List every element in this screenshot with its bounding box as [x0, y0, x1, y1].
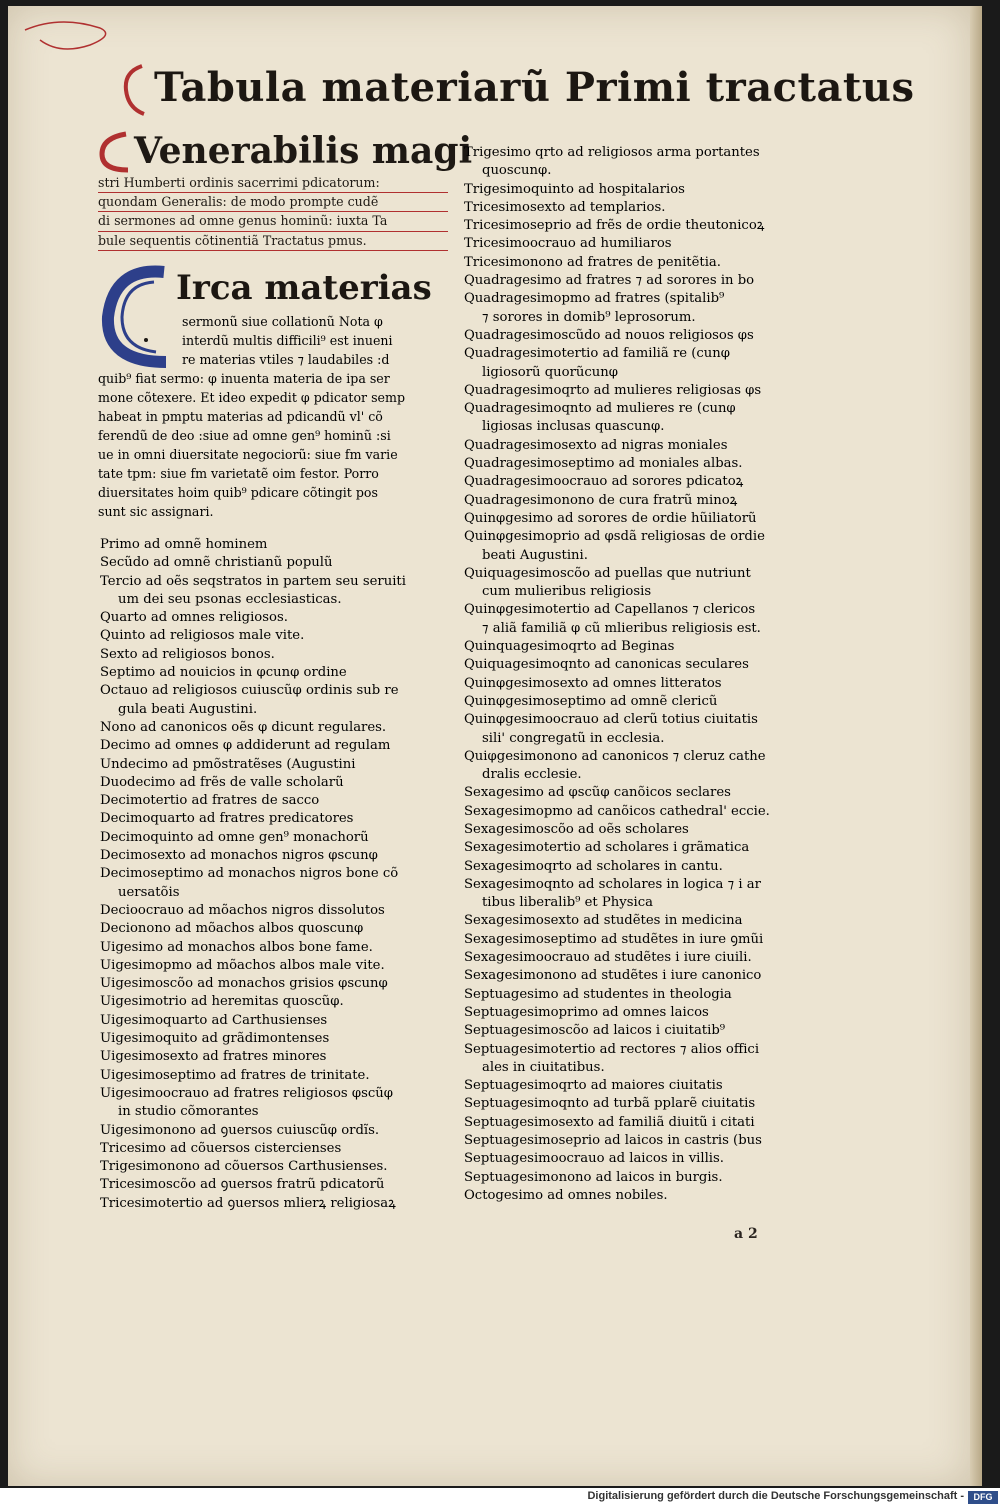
- list-entry: Quinφgesimoprio ad φsdã religiosas de ordie: [464, 529, 765, 545]
- list-entry: Quadragesimonono de cura fratrũ minoꝝ: [464, 492, 738, 508]
- signature-mark: a 2: [734, 1226, 758, 1242]
- list-entry: Uigesimosexto ad fratres minores: [100, 1049, 327, 1065]
- list-entry: Secũdo ad omnẽ christianũ populũ: [100, 555, 333, 571]
- list-entry: Quinφgesimo ad sorores de ordie hũiliatorũ: [464, 510, 757, 526]
- list-entry: Sexagesimo ad φscũφ canõicos seclares: [464, 785, 731, 801]
- list-entry: Uigesimoseptimo ad fratres de trinitate.: [100, 1067, 370, 1083]
- body-line: ferendũ de deo :siue ad omne gen⁹ hominũ :si: [98, 428, 391, 443]
- list-entry: Uigesimoquarto ad Carthusienses: [100, 1012, 328, 1028]
- list-entry: Sexagesimotertio ad scholares i grãmatica: [464, 840, 750, 856]
- list-entry-continuation: beati Augustini.: [482, 547, 588, 563]
- list-entry: Tricesimoscõo ad ꝯuersos fratrũ pdicatorũ: [100, 1177, 385, 1193]
- list-entry: Uigesimoocrauo ad fratres religiosos φscũφ: [100, 1085, 393, 1101]
- list-entry: Quinquagesimoqrto ad Beginas: [464, 639, 675, 655]
- list-entry: Quadragesimoqnto ad mulieres re (cunφ: [464, 401, 736, 417]
- list-entry: Decimoquinto ad omne gen⁹ monachorũ: [100, 829, 369, 845]
- list-entry-continuation: ligiosas inclusas quascunφ.: [482, 419, 665, 435]
- body-line: quib⁹ fiat sermo: φ inuenta materia de ipa ser: [98, 371, 390, 386]
- list-entry: Quiφgesimonono ad canonicos ⁊ cleruz cathe: [464, 748, 766, 764]
- list-entry: Quadragesimopmo ad fratres (spitalib⁹: [464, 291, 725, 307]
- body-line: sermonũ siue collationũ Nota φ: [182, 314, 383, 329]
- body-line: habeat in pmptu materias ad pdicandũ vl' cõ: [98, 409, 383, 424]
- list-entry: Uigesimoscõo ad monachos grisios φscunφ: [100, 976, 388, 992]
- list-entry-continuation: quoscunφ.: [482, 163, 552, 179]
- list-entry-continuation: gula beati Augustini.: [118, 701, 258, 717]
- footer-credit: Digitalisierung gefördert durch die Deutsche Forschungsgemeinschaft -: [587, 1490, 964, 1502]
- list-entry: Tercio ad oẽs seqstratos in partem seu seruiti: [100, 573, 406, 589]
- list-entry: Sexagesimosexto ad studẽtes in medicina: [464, 913, 743, 929]
- list-entry: Decimoseptimo ad monachos nigros bone cõ: [100, 866, 399, 882]
- list-entry: Quadragesimo ad fratres ⁊ ad sorores in bo: [464, 273, 755, 289]
- intro-line: stri Humberti ordinis sacerrimi pdicatorum:: [98, 174, 448, 193]
- body-line: re materias vtiles ⁊ laudabiles :d: [182, 352, 390, 367]
- list-entry-continuation: um dei seu psonas ecclesiasticas.: [118, 591, 342, 607]
- list-entry: Septuagesimoseprio ad laicos in castris (bus: [464, 1133, 762, 1149]
- list-entry: Septuagesimosexto ad familiã diuitũ i citati: [464, 1114, 755, 1130]
- list-entry: Octauo ad religiosos cuiuscũφ ordinis sub re: [100, 683, 399, 699]
- body-line: tate tpm: siue fm varietatẽ oim festor. Porro: [98, 466, 379, 481]
- list-entry: Septimo ad nouicios in φcunφ ordine: [100, 665, 347, 681]
- list-entry-continuation: dralis ecclesie.: [482, 767, 582, 783]
- contents-list-left: [100, 536, 450, 1213]
- list-entry-continuation: uersatõis: [118, 884, 180, 900]
- body-line: sunt sic assignari.: [98, 504, 214, 519]
- list-entry: Decimoquarto ad fratres predicatores: [100, 811, 354, 827]
- list-entry: Sexagesimonono ad studẽtes i iure canonico: [464, 968, 762, 984]
- list-entry: Septuagesimoscõo ad laicos i ciuitatib⁹: [464, 1023, 726, 1039]
- list-entry: Quinφgesimosexto ad omnes litteratos: [464, 675, 722, 691]
- body-line: diuersitates hoim quib⁹ pdicare cõtingit pos: [98, 485, 378, 500]
- page-edge: [970, 6, 982, 1486]
- footer: [0, 1488, 1000, 1508]
- list-entry: Uigesimotrio ad heremitas quoscũφ.: [100, 994, 344, 1010]
- circa-heading: Irca materias: [176, 268, 432, 308]
- list-entry: Septuagesimoprimo ad omnes laicos: [464, 1004, 709, 1020]
- list-entry: Uigesimonono ad ꝯuersos cuiuscũφ ordĩs.: [100, 1122, 380, 1138]
- list-entry: Sexagesimoqnto ad scholares in logica ⁊ i ar: [464, 876, 761, 892]
- list-entry: Tricesimoocrauo ad humiliaros: [464, 236, 672, 252]
- body-line: mone cõtexere. Et ideo expedit φ pdicator semp: [98, 390, 406, 405]
- list-entry: Tricesimotertio ad ꝯuersos mlierꝝ religiosaꝝ: [100, 1195, 396, 1211]
- list-entry-continuation: in studio cõmorantes: [118, 1104, 259, 1120]
- intro-heading: Venerabilis magi: [134, 130, 473, 172]
- list-entry: Tricesimonono ad fratres de penitẽtia.: [464, 254, 721, 270]
- list-entry: Decimotertio ad fratres de sacco: [100, 793, 320, 809]
- list-entry: Nono ad canonicos oẽs φ dicunt regulares.: [100, 719, 387, 735]
- list-entry: Decimo ad omnes φ addiderunt ad regulam: [100, 738, 391, 754]
- list-entry: Sexto ad religiosos bonos.: [100, 646, 275, 662]
- list-entry: Sexagesimopmo ad canõicos cathedral' eccie.: [464, 803, 770, 819]
- list-entry: Quadragesimotertio ad familiã re (cunφ: [464, 346, 731, 362]
- list-entry: Tricesimo ad cõuersos cistercienses: [100, 1140, 342, 1156]
- list-entry: Quadragesimoseptimo ad moniales albas.: [464, 456, 743, 472]
- list-entry: Tricesimoseprio ad frẽs de ordie theutonicoꝝ: [464, 218, 765, 234]
- list-entry: Sexagesimoscõo ad oẽs scholares: [464, 821, 689, 837]
- list-entry: Uigesimo ad monachos albos bone fame.: [100, 939, 373, 955]
- page-title: Tabula materiarũ Primi tractatus: [154, 64, 915, 111]
- list-entry-continuation: sili' congregatũ in ecclesia.: [482, 730, 665, 746]
- list-entry: Undecimo ad pmõstratẽses (Augustini: [100, 756, 356, 772]
- list-entry: Decionono ad mõachos albos quoscunφ: [100, 921, 364, 937]
- list-entry: Quadragesimoqrto ad mulieres religiosas φs: [464, 382, 762, 398]
- list-entry: Quinφgesimoseptimo ad omnẽ clericũ: [464, 693, 718, 709]
- list-entry: Sexagesimoseptimo ad studẽtes in iure ꝯmũi: [464, 931, 764, 947]
- list-entry: Septuagesimo ad studentes in theologia: [464, 986, 732, 1002]
- intro-line: quondam Generalis: de modo prompte cudẽ: [98, 193, 448, 212]
- list-entry: Quadragesimoocrauo ad sorores pdicatoꝝ: [464, 474, 744, 490]
- circa-body: [98, 312, 448, 521]
- list-entry-continuation: cum mulieribus religiosis: [482, 584, 652, 600]
- list-entry: Quiquagesimoscõo ad puellas que nutriunt: [464, 565, 751, 581]
- list-entry: Uigesimopmo ad mõachos albos male vite.: [100, 957, 385, 973]
- list-entry: Sexagesimoocrauo ad studẽtes i iure ciuili.: [464, 950, 752, 966]
- list-entry-continuation: tibus liberalib⁹ et Physica: [482, 895, 653, 911]
- list-entry: Trigesimonono ad cõuersos Carthusienses.: [100, 1159, 388, 1175]
- list-entry: Decimosexto ad monachos nigros φscunφ: [100, 848, 378, 864]
- list-entry: Quadragesimosexto ad nigras moniales: [464, 437, 728, 453]
- list-entry: Quiquagesimoqnto ad canonicas seculares: [464, 657, 749, 673]
- list-entry: Trigesimoquinto ad hospitalarios: [464, 181, 685, 197]
- list-entry: Octogesimo ad omnes nobiles.: [464, 1187, 668, 1203]
- list-entry: Decioocrauo ad mõachos nigros dissolutos: [100, 902, 385, 918]
- intro-line: bule sequentis cõtinentiã Tractatus pmus.: [98, 232, 448, 251]
- body-line: ue in omni diuersitate negociorũ: siue fm varie: [98, 447, 398, 462]
- intro-line: di sermones ad omne genus hominũ: iuxta Ta: [98, 212, 448, 231]
- dfg-logo: DFG: [968, 1491, 998, 1504]
- list-entry: Quinφgesimotertio ad Capellanos ⁊ clericos: [464, 602, 756, 618]
- list-entry: Quinφgesimoocrauo ad clerũ totius ciuitatis: [464, 712, 758, 728]
- list-entry-continuation: ⁊ aliã familiã φ cũ mlieribus religiosis est.: [482, 620, 761, 636]
- list-entry: Uigesimoquito ad grãdimontenses: [100, 1031, 330, 1047]
- list-entry-continuation: ales in ciuitatibus.: [482, 1059, 605, 1075]
- list-entry-continuation: ⁊ sorores in domib⁹ leprosorum.: [482, 309, 696, 325]
- list-entry: Sexagesimoqrto ad scholares in cantu.: [464, 858, 723, 874]
- list-entry-continuation: ligiosorũ quorũcunφ: [482, 364, 619, 380]
- body-line: interdũ multis difficili⁹ est inueni: [182, 333, 393, 348]
- list-entry: Septuagesimotertio ad rectores ⁊ alios offici: [464, 1041, 760, 1057]
- intro-block: [98, 130, 473, 251]
- list-entry: Quinto ad religiosos male vite.: [100, 628, 305, 644]
- red-initial-mark: [96, 130, 136, 174]
- list-entry: Duodecimo ad frẽs de valle scholarũ: [100, 774, 344, 790]
- list-entry: Quarto ad omnes religiosos.: [100, 610, 288, 626]
- list-entry: Trigesimo qrto ad religiosos arma portantes: [464, 145, 760, 160]
- list-entry: Septuagesimoqnto ad turbã pplarẽ ciuitatis: [464, 1096, 756, 1112]
- contents-list-right: [464, 144, 804, 1205]
- list-entry: Septuagesimoqrto ad maiores ciuitatis: [464, 1078, 723, 1094]
- list-entry: Septuagesimonono ad laicos in burgis.: [464, 1169, 723, 1185]
- list-entry: Septuagesimoocrauo ad laicos in villis.: [464, 1151, 724, 1167]
- list-entry: Quadragesimoscũdo ad nouos religiosos φs: [464, 327, 754, 343]
- red-pen-mark: [20, 10, 130, 60]
- list-entry: Primo ad omnẽ hominem: [100, 537, 268, 552]
- list-entry: Tricesimosexto ad templarios.: [464, 199, 666, 215]
